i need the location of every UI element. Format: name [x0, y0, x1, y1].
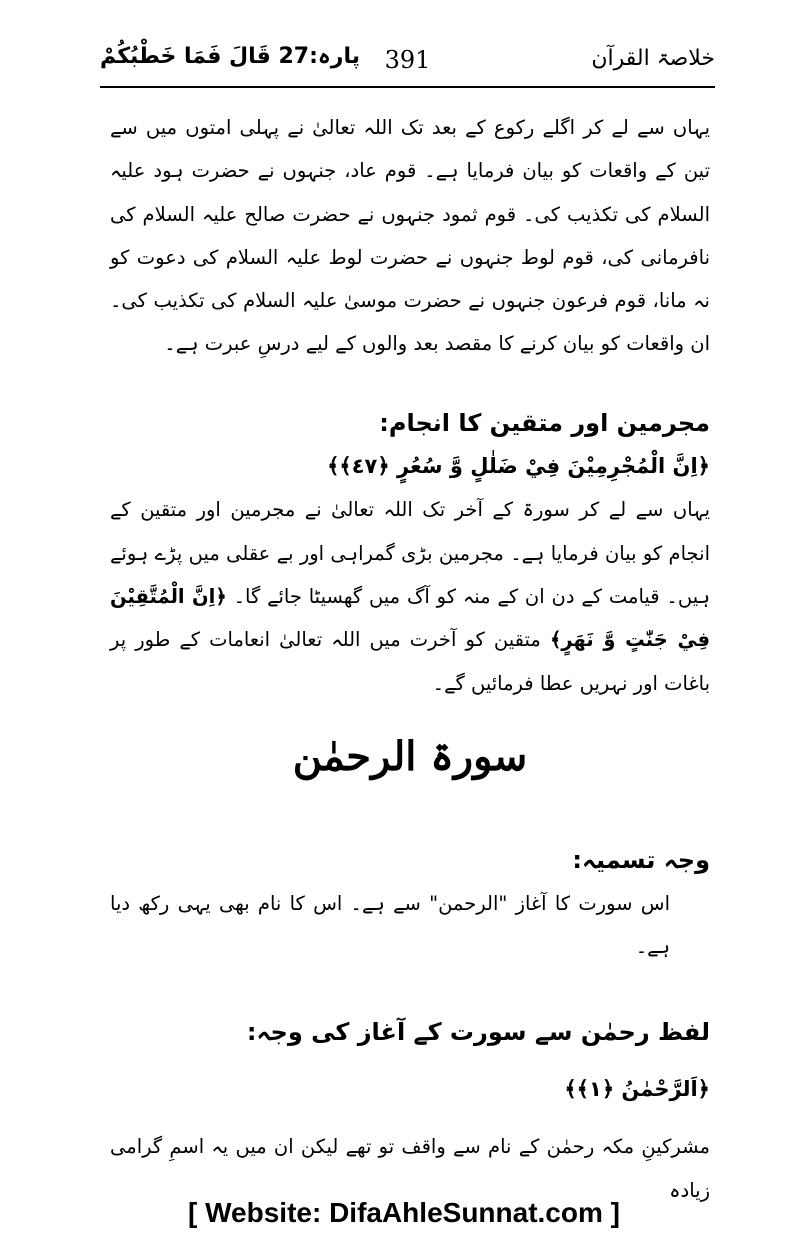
page-header — [100, 40, 715, 88]
para-info: پارہ:27 قَالَ فَمَا خَطْبُکُمْ — [100, 44, 360, 69]
website-banner: [ Website: DifaAhleSunnat.com ] — [188, 1197, 620, 1228]
page-content — [110, 100, 710, 1212]
quran-verse-criminals: ﴿اِنَّ الْمُجْرِمِيْنَ فِيْ ضَلٰلٍ وَّ سُعُرٍ ﴿٤٧﴾﴾ — [327, 454, 710, 479]
paragraph-fate-text: یہاں سے لے کر سورۃ کے آخر تک اللہ تعالیٰ نے مجرمین اور متقین کے انجام کو بیان فرمایا ہے۔ مجرمین بڑی گمراہی اور بے عقلی میں پڑے ہوئے ہیں۔ قیامت کے دن ان کے منہ کو آگ میں گھسیٹا جائے گا۔ — [110, 498, 711, 608]
paragraph-fate-text-2: متقین کو آخرت میں اللہ تعالیٰ انعامات کے طور پر باغات اور نہریں عطا فرمائیں گے۔ — [110, 628, 710, 695]
surah-title: سورۃ الرحمٰن — [292, 732, 528, 780]
paragraph-previous-nations: یہاں سے لے کر اگلے رکوع کے بعد تک اللہ تعالیٰ نے پہلی امتوں میں سے تین کے واقعات کو بیان فرمایا ہے۔ قوم عاد، جنہوں نے حضرت ہود علیہ السلام کی تکذیب کی۔ قوم ثمود جنہوں نے حضرت صالح علیہ السلام کی نافرمانی کی، قوم لوط جنہوں نے حضرت لوط علیہ السلام کی دعوت کو نہ مانا، قوم فرعون جنہوں نے حضرت موسیٰ علیہ السلام کی تکذیب کی۔ ان واقعات کو بیان کرنے کا مقصد بعد والوں کے لیے درسِ عبرت ہے۔ — [110, 116, 710, 356]
header-rule — [100, 86, 715, 88]
heading-naming-reason: وجہ تسمیہ: — [572, 845, 710, 874]
quran-verse-righteous: ﴿اِنَّ الْمُتَّقِيْنَ فِيْ جَنّٰتٍ وَّ نَهَرٍ﴾ — [110, 584, 710, 652]
book-title: خلاصۃ القرآن — [591, 46, 715, 71]
heading-opening-reason: لفظ رحمٰن سے سورت کے آغاز کی وجہ: — [246, 1017, 710, 1046]
paragraph-mushrikeen: مشرکینِ مکہ رحمٰن کے نام سے واقف تو تھے لیکن ان میں یہ اسمِ گرامی زیادہ — [110, 1135, 710, 1202]
paragraph-fate — [110, 488, 710, 704]
paragraph-naming: اس سورت کا آغاز "الرحمن" سے ہے۔ اس کا نام بھی یہی رکھ دیا ہے۔ — [110, 892, 670, 959]
quran-verse-rahman: ﴿اَلرَّحْمٰنُ ﴿١﴾﴾ — [564, 1077, 710, 1102]
page-number: 391 — [384, 46, 431, 74]
heading-fate-of-criminals: مجرمین اور متقین کا انجام: — [379, 408, 710, 437]
